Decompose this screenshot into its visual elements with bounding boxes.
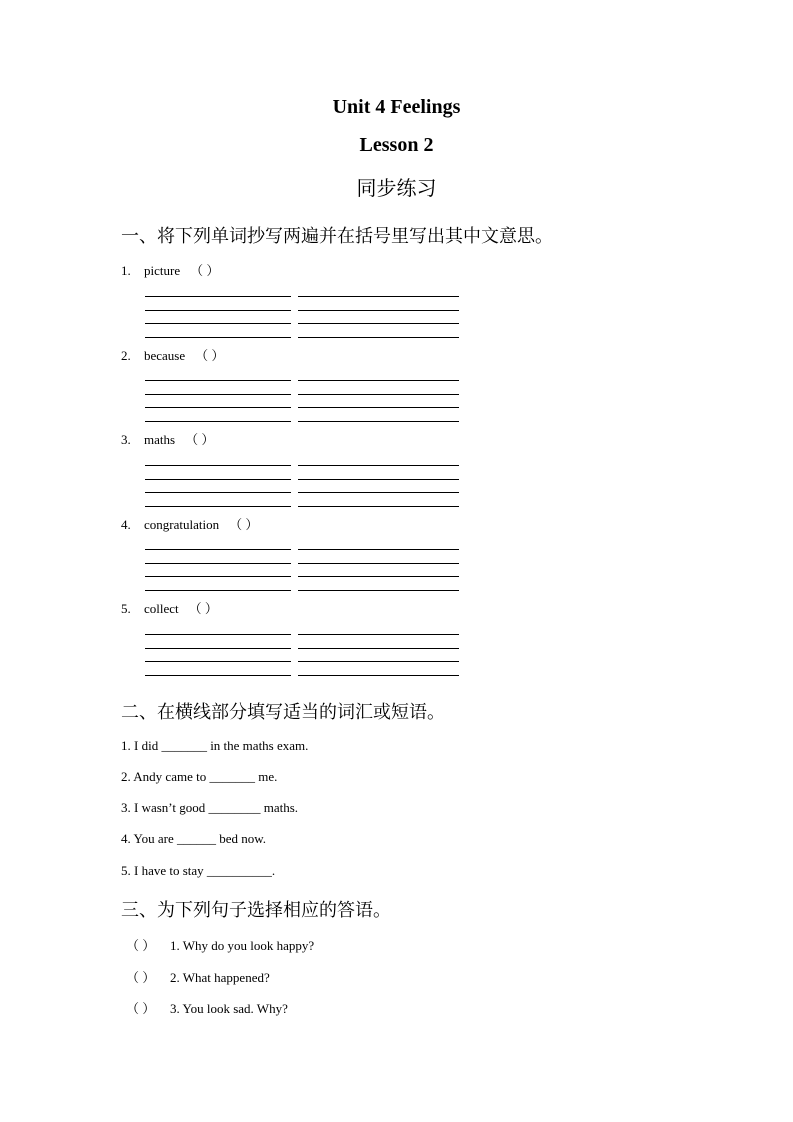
answer-paren[interactable]: （ ） xyxy=(126,1001,156,1016)
section2-heading: 二、在横线部分填写适当的词汇或短语。 xyxy=(121,702,445,723)
copy-line[interactable] xyxy=(145,563,291,564)
copy-line[interactable] xyxy=(145,465,291,466)
meaning-paren[interactable]: （ ） xyxy=(229,517,259,532)
word-item-1: 1. picture （ ） xyxy=(121,263,220,278)
meaning-paren[interactable]: （ ） xyxy=(190,263,220,278)
copy-line[interactable] xyxy=(145,296,291,297)
copy-line[interactable] xyxy=(145,576,291,577)
copy-line[interactable] xyxy=(298,479,459,480)
copy-line[interactable] xyxy=(298,634,459,635)
copy-line[interactable] xyxy=(298,648,459,649)
copy-line[interactable] xyxy=(145,590,291,591)
copy-line[interactable] xyxy=(298,310,459,311)
question-text: 2. What happened? xyxy=(170,970,270,985)
copy-line[interactable] xyxy=(145,421,291,422)
question-text: 1. Why do you look happy? xyxy=(170,938,315,953)
meaning-paren[interactable]: （ ） xyxy=(195,348,225,363)
copy-line[interactable] xyxy=(145,675,291,676)
copy-line[interactable] xyxy=(298,465,459,466)
word-item-3: 3. maths （ ） xyxy=(121,432,215,447)
copy-line[interactable] xyxy=(145,492,291,493)
unit-title: Unit 4 Feelings xyxy=(332,96,461,118)
copy-line[interactable] xyxy=(298,661,459,662)
copy-line[interactable] xyxy=(298,394,459,395)
copy-line[interactable] xyxy=(145,506,291,507)
copy-line[interactable] xyxy=(298,296,459,297)
copy-line[interactable] xyxy=(145,634,291,635)
copy-line[interactable] xyxy=(298,563,459,564)
copy-line[interactable] xyxy=(298,675,459,676)
lesson-title: Lesson 2 xyxy=(359,134,434,156)
copy-line[interactable] xyxy=(145,394,291,395)
fill-blank-3[interactable]: 3. I wasn’t good ________ maths. xyxy=(121,800,299,815)
meaning-paren[interactable]: （ ） xyxy=(188,601,218,616)
answer-paren[interactable]: （ ） xyxy=(126,970,156,985)
copy-line[interactable] xyxy=(298,590,459,591)
copy-line[interactable] xyxy=(298,506,459,507)
copy-line[interactable] xyxy=(145,661,291,662)
choice-item-3 xyxy=(126,998,288,1017)
word-item-2: 2. because （ ） xyxy=(121,348,225,363)
word-item-5: 5. collect （ ） xyxy=(121,601,218,616)
word-text: congratulation xyxy=(144,517,220,532)
fill-blank-4[interactable]: 4. You are ______ bed now. xyxy=(121,831,267,846)
choice-item-2 xyxy=(126,967,270,986)
fill-blank-2[interactable]: 2. Andy came to _______ me. xyxy=(121,769,278,784)
fill-blank-1[interactable]: 1. I did _______ in the maths exam. xyxy=(121,738,309,753)
word-text: maths xyxy=(144,432,176,447)
fill-blank-5[interactable]: 5. I have to stay __________. xyxy=(121,863,276,878)
copy-line[interactable] xyxy=(145,479,291,480)
copy-line[interactable] xyxy=(298,337,459,338)
answer-paren[interactable]: （ ） xyxy=(126,938,156,953)
word-text: picture xyxy=(144,263,181,278)
copy-line[interactable] xyxy=(298,380,459,381)
choice-item-1 xyxy=(126,935,314,954)
copy-line[interactable] xyxy=(298,421,459,422)
copy-line[interactable] xyxy=(145,310,291,311)
copy-line[interactable] xyxy=(145,549,291,550)
copy-line[interactable] xyxy=(145,337,291,338)
copy-line[interactable] xyxy=(145,380,291,381)
section3-heading: 三、为下列句子选择相应的答语。 xyxy=(121,900,391,921)
copy-line[interactable] xyxy=(298,576,459,577)
question-text: 3. You look sad. Why? xyxy=(170,1001,288,1016)
subtitle: 同步练习 xyxy=(356,176,437,200)
copy-line[interactable] xyxy=(145,407,291,408)
copy-line[interactable] xyxy=(298,492,459,493)
word-text: collect xyxy=(144,601,179,616)
copy-line[interactable] xyxy=(145,323,291,324)
copy-line[interactable] xyxy=(145,648,291,649)
copy-line[interactable] xyxy=(298,549,459,550)
section1-heading: 一、将下列单词抄写两遍并在括号里写出其中文意思。 xyxy=(121,226,553,247)
meaning-paren[interactable]: （ ） xyxy=(185,432,215,447)
copy-line[interactable] xyxy=(298,407,459,408)
copy-line[interactable] xyxy=(298,323,459,324)
word-item-4: 4. congratulation （ ） xyxy=(121,517,259,532)
word-text: because xyxy=(144,348,186,363)
